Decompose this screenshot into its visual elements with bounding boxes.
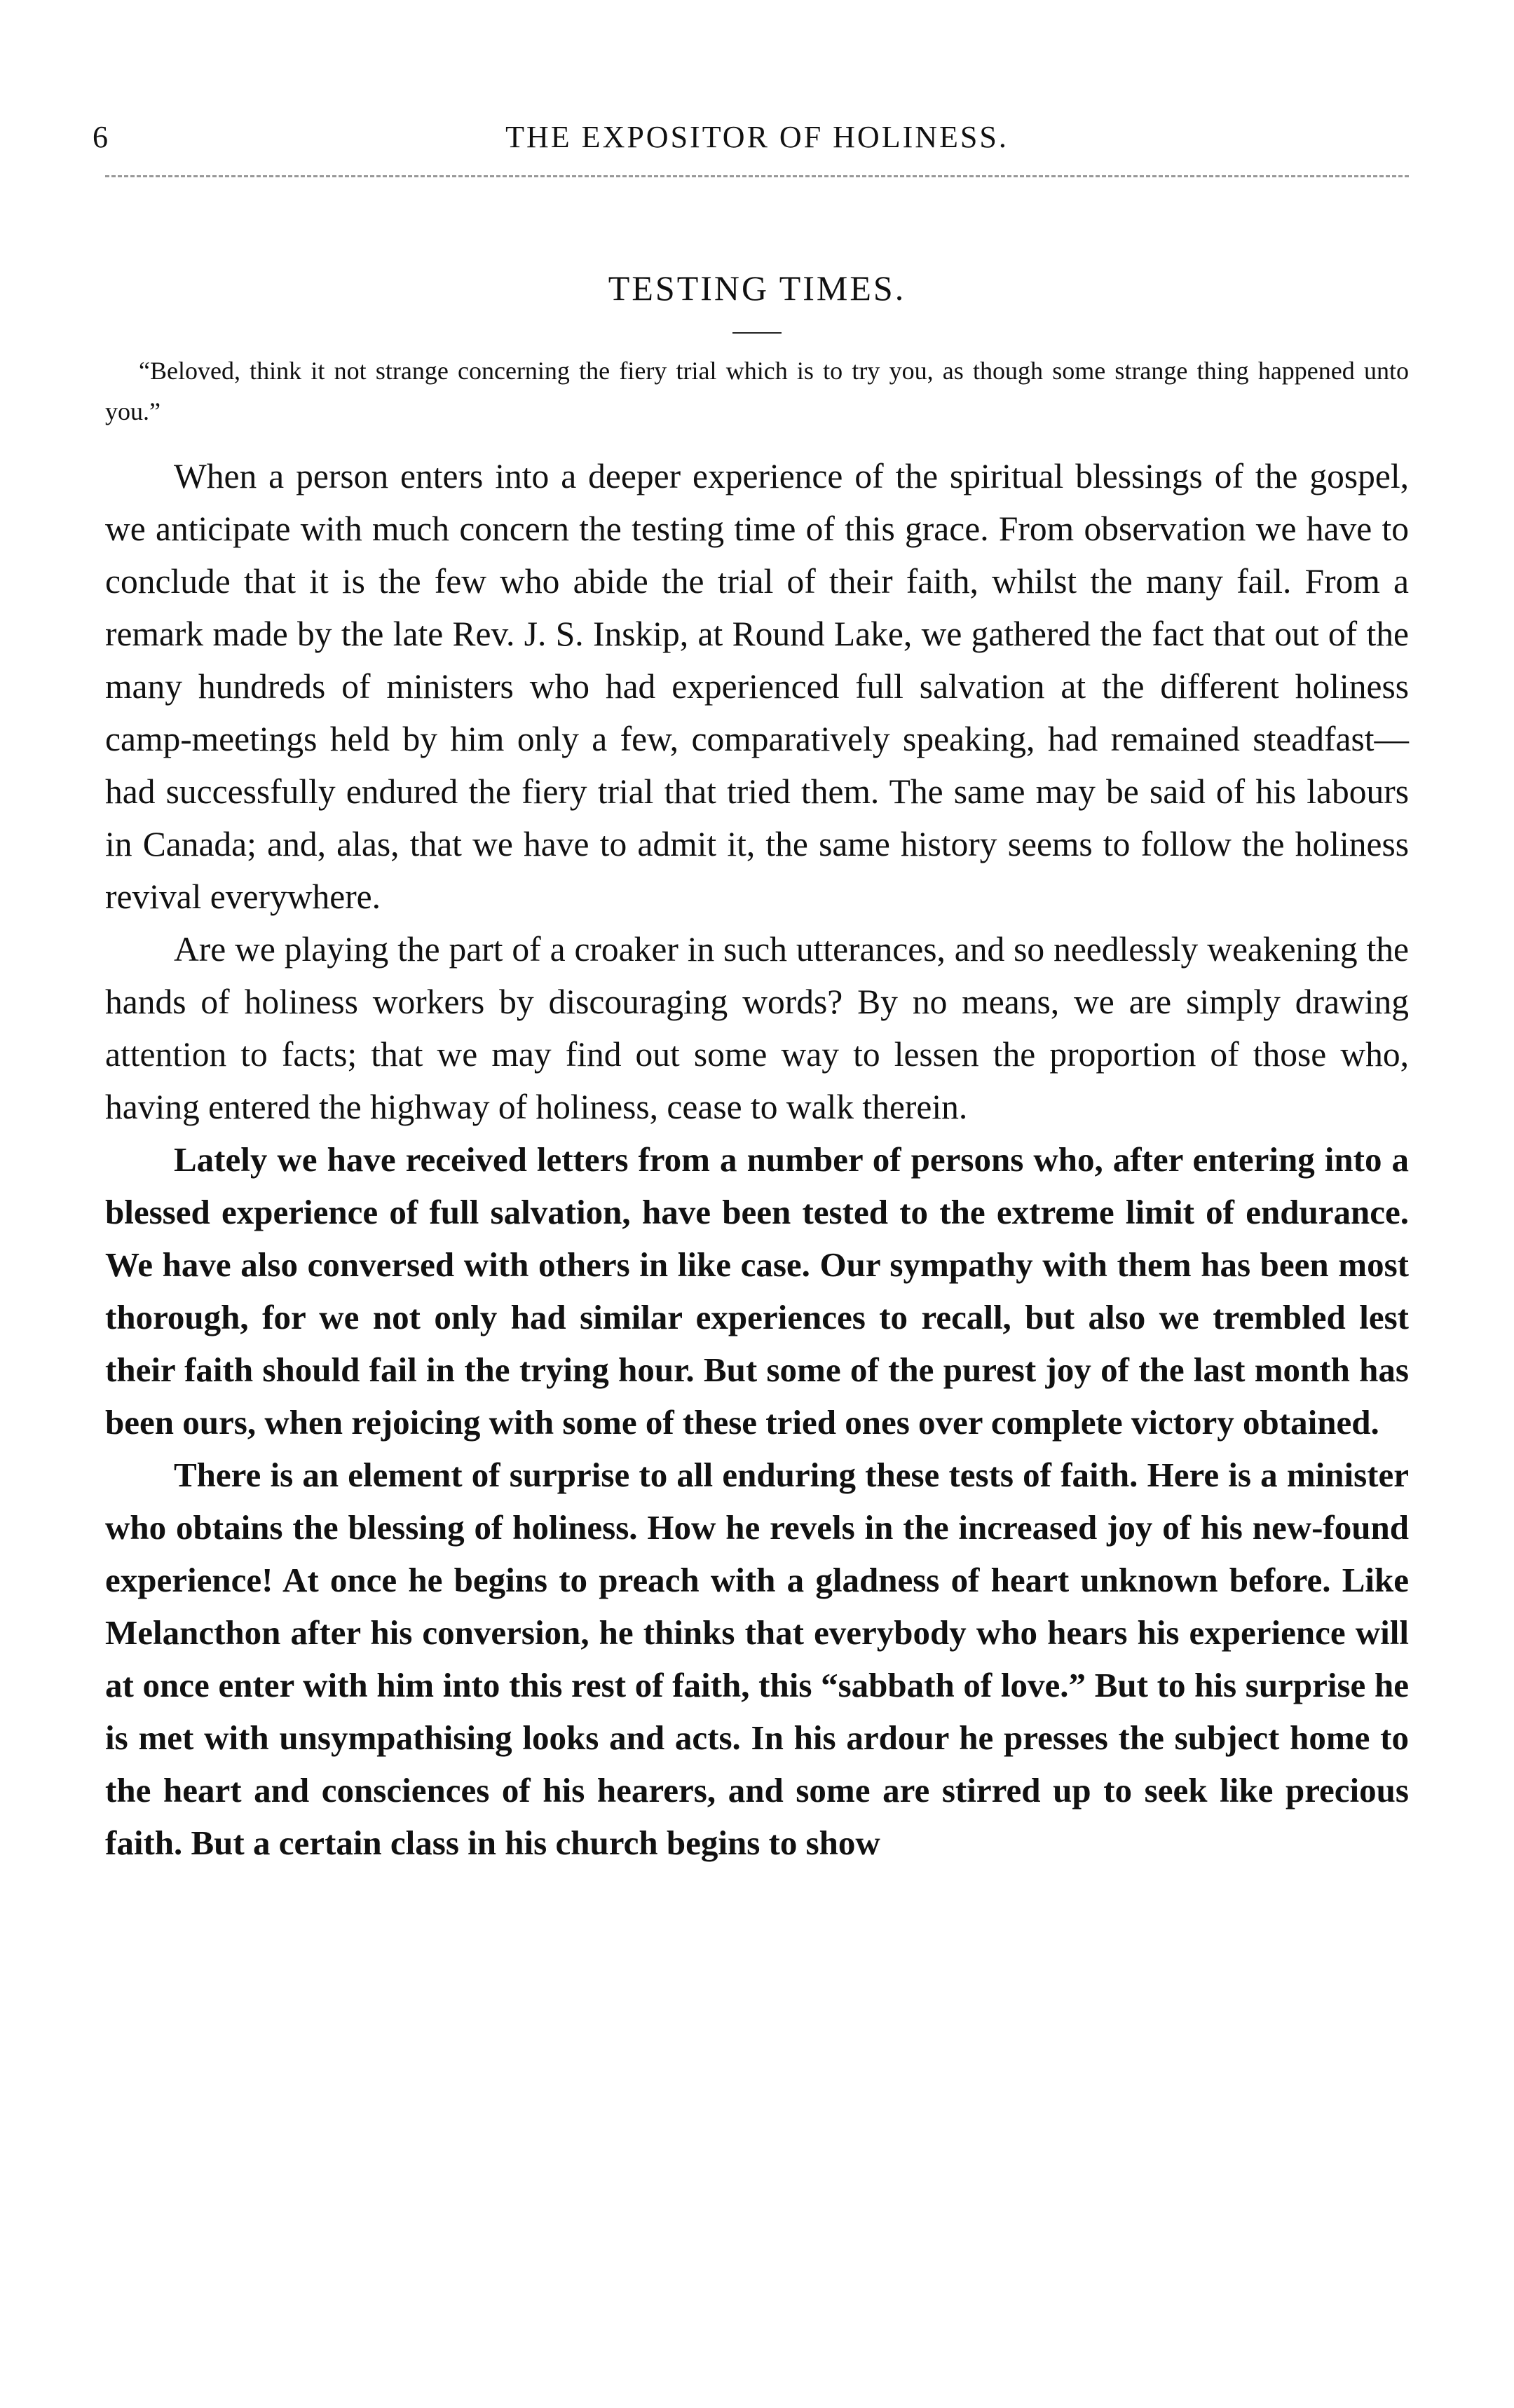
epigraph: “Beloved, think it not strange concerning the fiery trial which is to try you, as though some strange thing happened unto you.” — [105, 357, 1409, 425]
paragraph-2: Are we playing the part of a croaker in such utterances, and so needlessly weakening the hands of holiness workers by discouraging words? By no means, we are simply drawing attention to facts; that we may find out some way to lessen the proportion of those who, having entered the highway of holiness, cease to walk therein. — [105, 930, 1409, 1126]
paragraph-4: There is an element of surprise to all enduring these tests of faith. Here is a minister who obtains the blessing of holiness. How he revels in the increased joy of his new-found experience! At once he begins to preach with a gladness of heart unknown before. Like Melancthon after his conversion, he thinks that everybody who hears his experience will at once enter with him into this rest of faith, this “sabbath of love.” But to his surprise he is met with unsympathising looks and acts. In his ardour he presses the subject home to the heart and consciences of his hearers, and some are stirred up to seek like precious faith. But a certain class in his church begins to show — [105, 1456, 1409, 1862]
paragraph-1: When a person enters into a deeper experience of the spiritual blessings of the gospel, we anticipate with much concern the testing time of this grace. From observation we have to conclude that it is the few who abide the trial of their faith, whilst the many fail. From a remark made by the late Rev. J. S. Inskip, at Round Lake, we gathered the fact that out of the many hundreds of ministers who had experienced full salvation at the different holiness camp-meetings held by him only a few, comparatively speaking, had remained steadfast—had successfully endured the fiery trial that tried them. The same may be said of his labours in Canada; and, alas, that we have to admit it, the same history seems to follow the holiness revival everywhere. — [105, 457, 1409, 916]
article-title: TESTING TIMES. — [608, 268, 906, 308]
page — [93, 105, 1409, 1869]
paragraph-3: Lately we have received letters from a number of persons who, after entering into a blessed experience of full salvation, have been tested to the extreme limit of endurance. We have also conversed with others in like case. Our sympathy with them has been most thorough, for we not only had similar experiences to recall, but also we trembled lest their faith should fail in the trying hour. But some of the purest joy of the last month has been ours, when rejoicing with some of these tried ones over complete victory obtained. — [105, 1140, 1409, 1442]
running-title: THE EXPOSITOR OF HOLINESS. — [505, 120, 1009, 154]
header-rule — [105, 175, 1409, 177]
title-rule — [732, 332, 782, 334]
page-number: 6 — [93, 120, 110, 154]
page-header — [93, 105, 1409, 161]
